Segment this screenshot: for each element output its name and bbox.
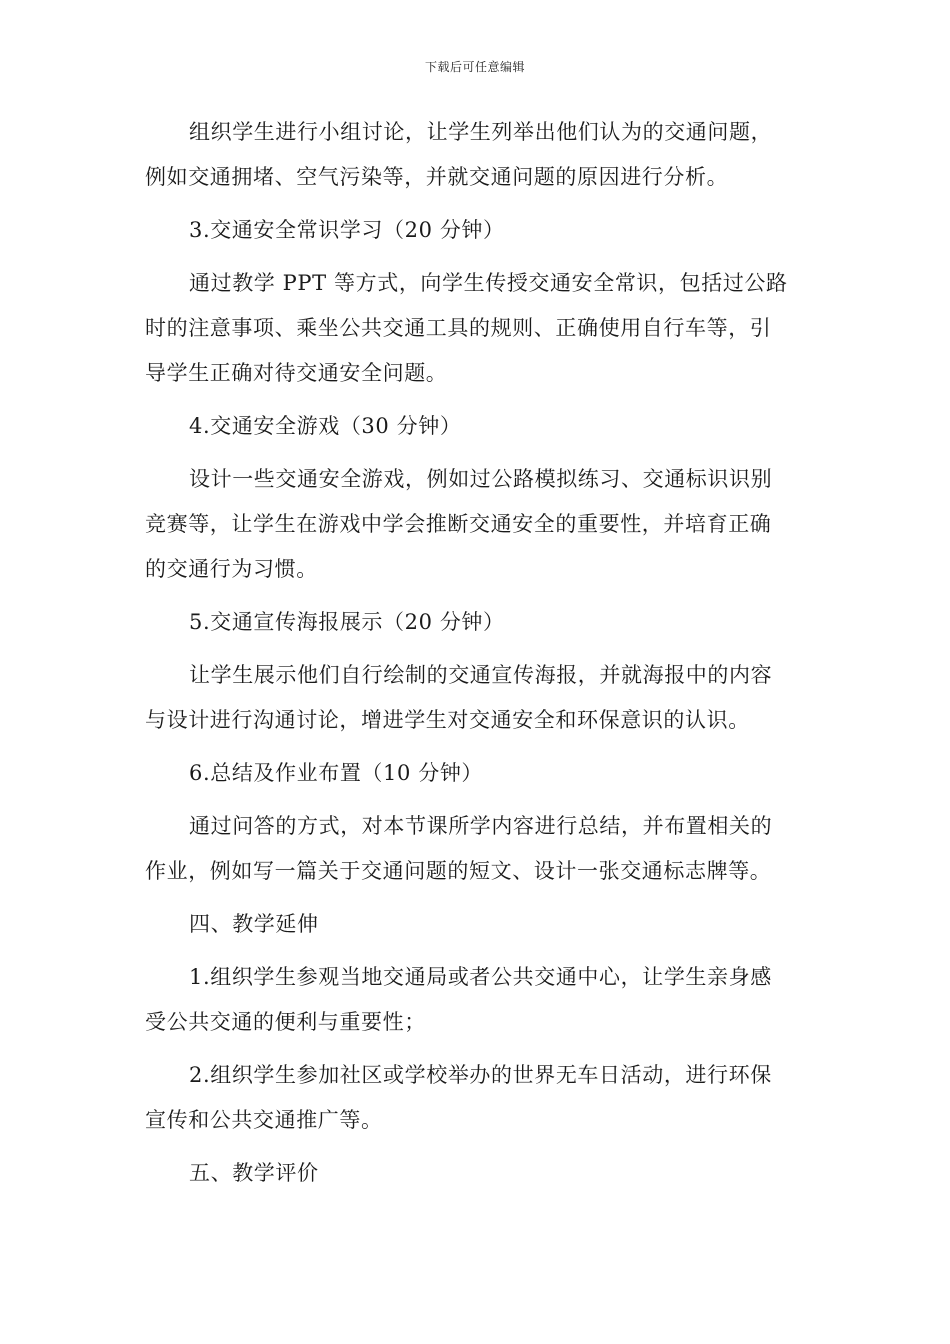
paragraph-line: 导学生正确对待交通安全问题。 bbox=[145, 361, 448, 385]
paragraph bbox=[145, 653, 795, 743]
paragraph-line: 受公共交通的便利与重要性； bbox=[145, 1010, 426, 1034]
section-heading: 3.交通安全常识学习（20 分钟） bbox=[189, 218, 505, 242]
paragraph bbox=[145, 261, 795, 396]
section-heading: 5.交通宣传海报展示（20 分钟） bbox=[189, 610, 505, 634]
paragraph-line: 1.组织学生参观当地交通局或者公共交通中心，让学生亲身感 bbox=[189, 965, 772, 989]
paragraph-line: 时的注意事项、乘坐公共交通工具的规则、正确使用自行车等，引 bbox=[145, 316, 772, 340]
paragraph-line: 竞赛等，让学生在游戏中学会推断交通安全的重要性，并培育正确 bbox=[145, 512, 772, 536]
paragraph-line: 宣传和公共交通推广等。 bbox=[145, 1108, 383, 1132]
section-heading: 4.交通安全游戏（30 分钟） bbox=[189, 414, 462, 438]
paragraph-line: 组织学生进行小组讨论，让学生列举出他们认为的交通问题， bbox=[189, 120, 773, 144]
document-body bbox=[145, 110, 795, 1204]
page-header: 下载后可任意编辑 bbox=[424, 60, 525, 74]
paragraph-line: 作业，例如写一篇关于交通问题的短文、设计一张交通标志牌等。 bbox=[145, 859, 772, 883]
paragraph bbox=[145, 955, 795, 1045]
paragraph-line: 通过问答的方式，对本节课所学内容进行总结，并布置相关的 bbox=[189, 814, 773, 838]
section-heading: 四、教学延伸 bbox=[189, 912, 319, 936]
paragraph-line: 通过教学 PPT 等方式，向学生传授交通安全常识，包括过公路 bbox=[189, 271, 788, 295]
paragraph bbox=[145, 457, 795, 592]
paragraph bbox=[145, 110, 795, 200]
paragraph bbox=[145, 804, 795, 894]
paragraph bbox=[145, 1053, 795, 1143]
paragraph-line: 2.组织学生参加社区或学校举办的世界无车日活动，进行环保 bbox=[189, 1063, 772, 1087]
paragraph-line: 例如交通拥堵、空气污染等，并就交通问题的原因进行分析。 bbox=[145, 165, 729, 189]
section-heading: 6.总结及作业布置（10 分钟） bbox=[189, 761, 484, 785]
paragraph-line: 与设计进行沟通讨论，增进学生对交通安全和环保意识的认识。 bbox=[145, 708, 750, 732]
paragraph-line: 设计一些交通安全游戏，例如过公路模拟练习、交通标识识别 bbox=[189, 467, 773, 491]
paragraph-line: 的交通行为习惯。 bbox=[145, 557, 318, 581]
section-heading: 五、教学评价 bbox=[189, 1161, 319, 1185]
paragraph-line: 让学生展示他们自行绘制的交通宣传海报，并就海报中的内容 bbox=[189, 663, 773, 687]
